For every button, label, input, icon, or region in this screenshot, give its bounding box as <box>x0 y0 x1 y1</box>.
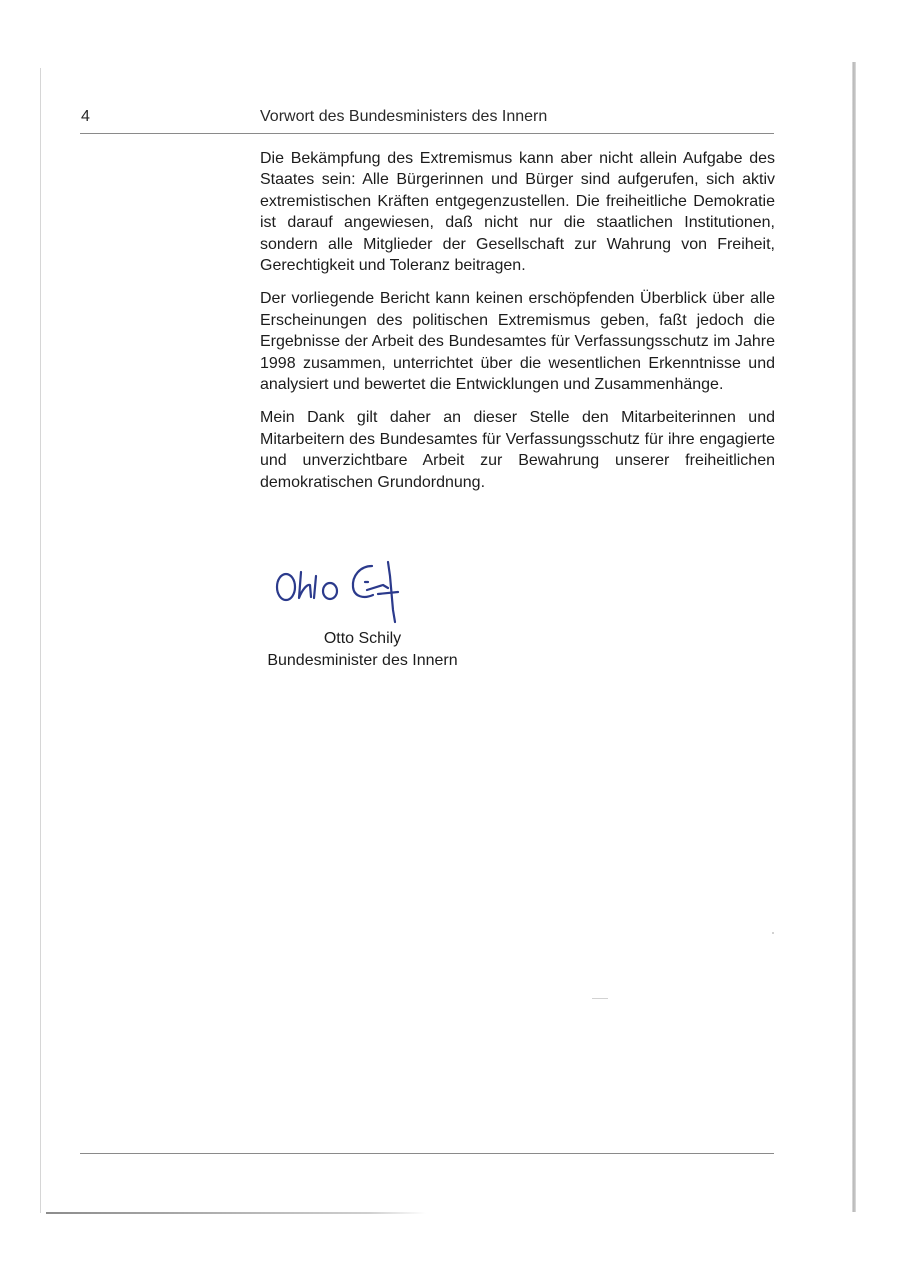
scan-speck <box>772 932 774 934</box>
handwritten-signature <box>268 552 468 634</box>
paragraph: Der vorliegende Bericht kann keinen erschöpfenden Überblick über alle Erscheinungen des politischen Extremismus geben, faßt jedoch die Ergebnisse der Arbeit des Bundesamtes für Verfassungsschutz im Jahre 1998 zusammen, unterrichtet über die wesentlichen Erkenntnisse und analysiert und bewertet die Entwicklungen und Zusammenhänge. <box>260 290 775 394</box>
signer-name: Otto Schily <box>323 630 402 647</box>
running-header: Vorwort des Bundesministers des Innern <box>260 108 548 125</box>
signer-title: Bundesminister des Innern <box>267 652 458 669</box>
scan-edge-right <box>852 62 856 1212</box>
scan-edge-left <box>40 68 41 1213</box>
header-rule <box>80 133 774 134</box>
body-text <box>260 148 775 505</box>
page-number: 4 <box>81 108 90 125</box>
paragraph: Die Bekämpfung des Extremismus kann aber nicht allein Aufgabe des Staates sein: Alle Bürgerinnen und Bürger sind aufgerufen, sich aktiv extremistischen Kräften entgegenzustellen. Die freiheitliche Demokratie ist darauf angewiesen, daß nicht nur die staatlichen Institutionen, sondern alle Mitglieder der Gesellschaft zur Wahrung von Freiheit, Gerechtigkeit und Toleranz beitragen. <box>260 150 775 275</box>
footer-rule <box>80 1153 774 1154</box>
scan-edge-bottom <box>46 1212 426 1214</box>
paragraph: Mein Dank gilt daher an dieser Stelle den Mitarbeiterinnen und Mitarbeitern des Bundesamtes für Verfassungsschutz für ihre engagierte und unverzichtbare Arbeit zur Bewahrung unserer freiheitlichen demokratischen Grundordnung. <box>260 409 775 491</box>
scan-speck <box>592 998 608 999</box>
